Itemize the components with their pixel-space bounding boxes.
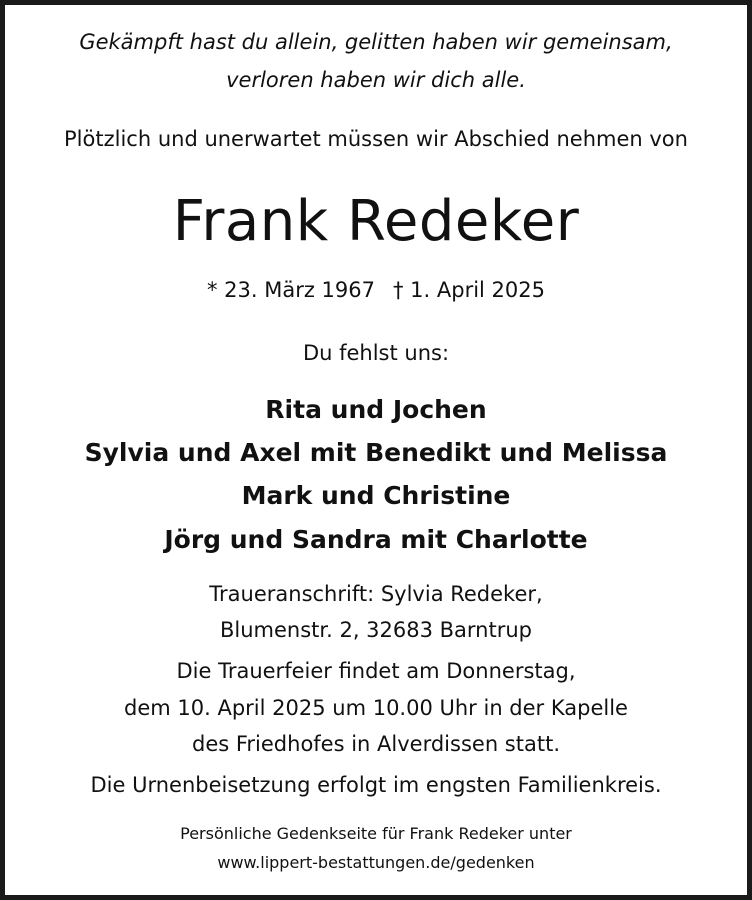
life-dates [0, 278, 752, 302]
birth-date: * 23. März 1967 [206, 278, 375, 302]
family-line-2: Sylvia und Axel mit Benedikt und Melissa [84, 438, 668, 467]
death-date: † 1. April 2025 [393, 278, 546, 302]
memorial-line-1: Persönliche Gedenkseite für Frank Redeker unter [180, 824, 572, 843]
address-line-1: Traueranschrift: Sylvia Redeker, [209, 582, 543, 606]
burial-text: Die Urnenbeisetzung erfolgt im engsten Familienkreis. [90, 773, 662, 797]
intro-text: Plötzlich und unerwartet müssen wir Abschied nehmen von [64, 127, 688, 151]
ceremony-line-3: des Friedhofes in Alverdissen statt. [192, 732, 560, 756]
family-line-3: Mark und Christine [241, 481, 511, 510]
family-line-4: Jörg und Sandra mit Charlotte [164, 525, 588, 554]
deceased-name: Frank Redeker [172, 189, 580, 254]
motto-line-1: Gekämpft hast du allein, gelitten haben wir gemeinsam, [79, 30, 673, 54]
motto-line-2: verloren haben wir dich alle. [226, 68, 526, 92]
memorial-link[interactable]: www.lippert-bestattungen.de/gedenken [217, 853, 535, 872]
family-line-1: Rita und Jochen [265, 395, 487, 424]
missing-text: Du fehlst uns: [302, 341, 450, 365]
ceremony-line-2: dem 10. April 2025 um 10.00 Uhr in der Kapelle [124, 696, 628, 720]
address-line-2: Blumenstr. 2, 32683 Barntrup [219, 618, 533, 642]
ceremony-line-1: Die Trauerfeier findet am Donnerstag, [176, 659, 576, 683]
